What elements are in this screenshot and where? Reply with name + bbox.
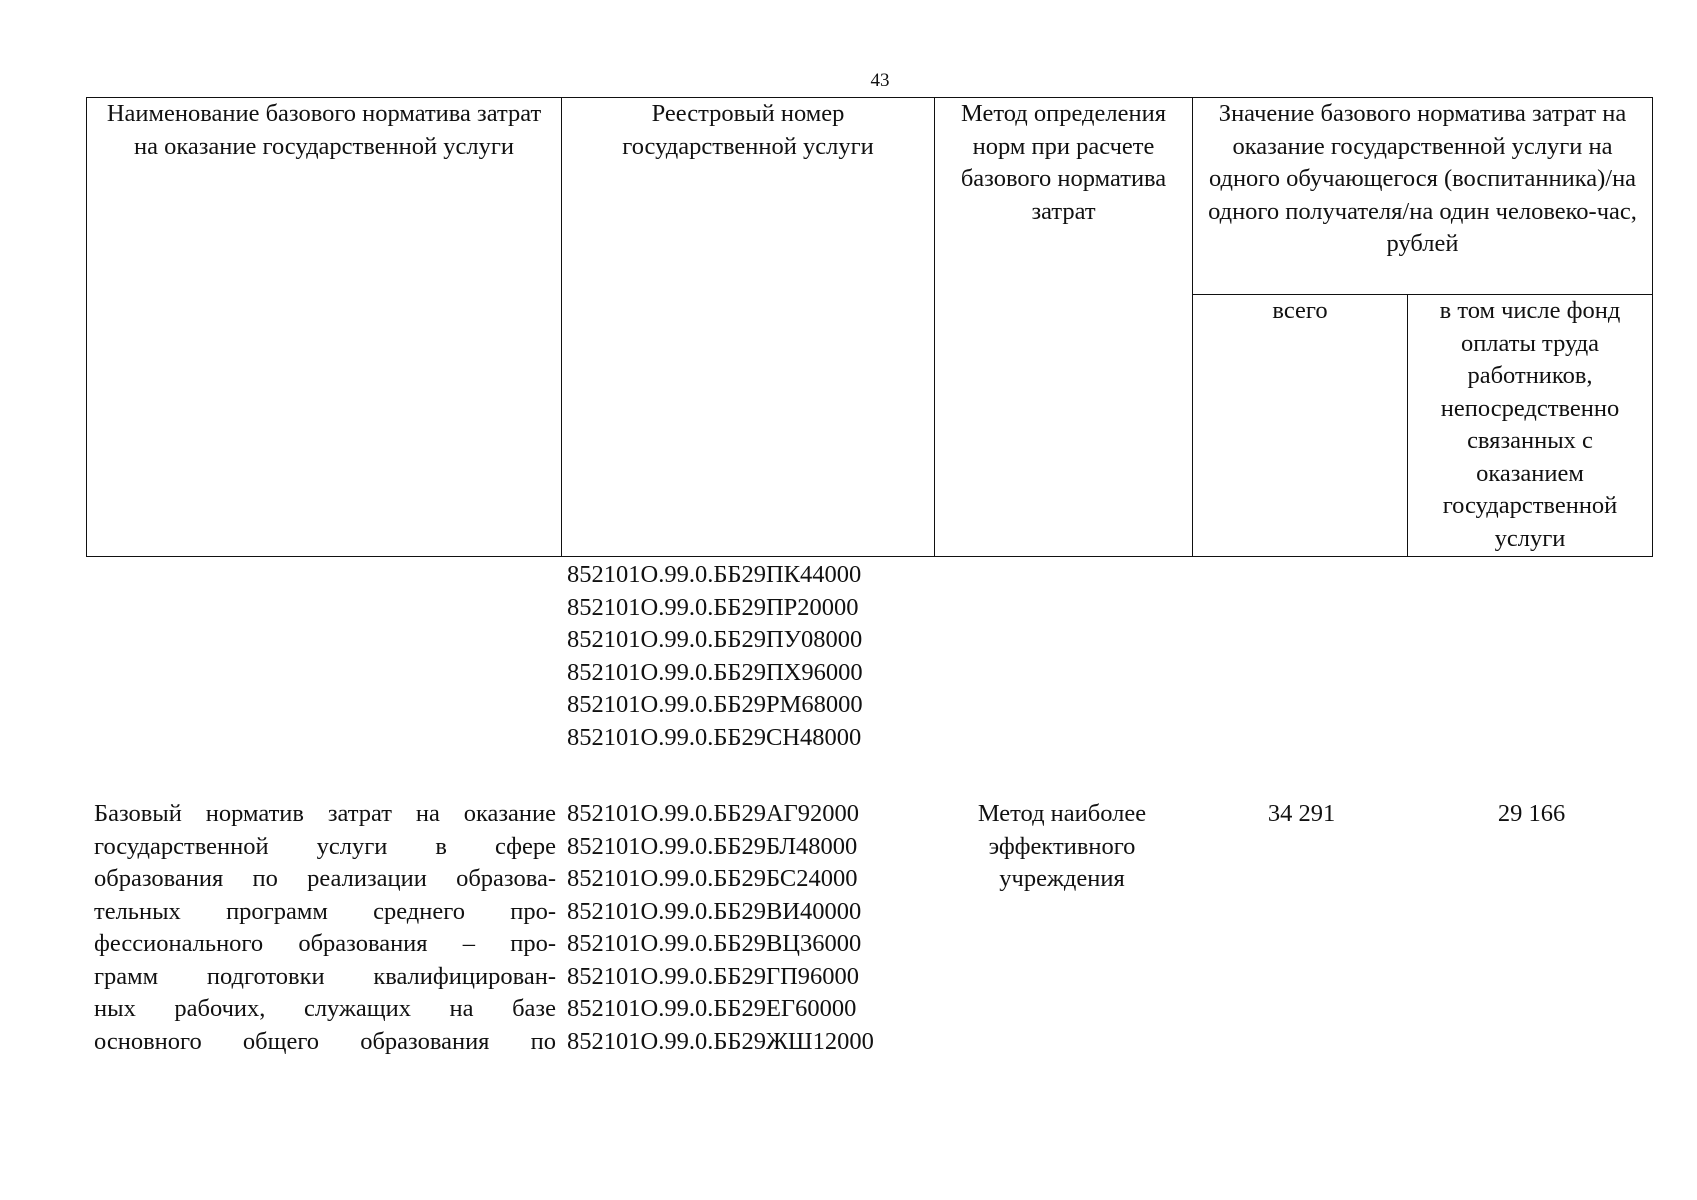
registry-code: 852101О.99.0.ББ29БС24000 — [567, 865, 858, 892]
registry-code: 852101О.99.0.ББ29ПР20000 — [567, 593, 859, 621]
service-name-line: тельных программ среднего про- — [94, 897, 556, 925]
registry-code: 852101О.99.0.ББ29РМ68000 — [567, 691, 863, 718]
row-codes-list — [567, 798, 874, 1058]
method-line: эффективного — [988, 832, 1136, 860]
service-name-line: ных рабочих, служащих на базе — [94, 995, 556, 1022]
service-name-line: государственной услуги в сфере — [94, 832, 556, 860]
service-name-cell — [94, 798, 556, 1058]
registry-code: 852101О.99.0.ББ29АГ92000 — [567, 800, 860, 827]
registry-code: 852101О.99.0.ББ29ВИ40000 — [567, 897, 862, 925]
registry-code: 852101О.99.0.ББ29ПУ08000 — [567, 626, 863, 653]
header-value-column: Значение базового норматива затрат на оказание государственной услуги на одного обучающегося (воспитанника)/на одного получателя/на один человеко-час, рублей — [1193, 98, 1653, 295]
service-name-line: грамм подготовки квалифицирован- — [94, 962, 556, 990]
header-registry-column: Реестровый номер государственной услуги — [562, 98, 935, 557]
registry-code: 852101О.99.0.ББ29ГП96000 — [567, 962, 860, 990]
registry-code: 852101О.99.0.ББ29ПК44000 — [567, 561, 862, 588]
method-cell — [936, 798, 1188, 896]
registry-code: 852101О.99.0.ББ29ВЦ36000 — [567, 930, 862, 957]
page-number: 43 — [870, 70, 890, 91]
header-name-column: Наименование базового норматива затрат на оказание государственной услуги — [87, 98, 562, 557]
header-method-column: Метод определения норм при расчете базового норматива затрат — [935, 98, 1193, 557]
registry-code: 852101О.99.0.ББ29ПХ96000 — [567, 658, 863, 686]
service-name-line: основного общего образования по — [94, 1027, 556, 1055]
registry-code: 852101О.99.0.ББ29БЛ48000 — [567, 832, 858, 860]
header-total-column: всего — [1193, 295, 1408, 557]
fot-value-cell: 29 166 — [1497, 800, 1566, 827]
service-name-line: образования по реализации образова- — [94, 865, 556, 892]
service-name-line: Базовый норматив затрат на оказание — [94, 800, 556, 827]
table-header — [86, 97, 1653, 557]
method-line: Метод наиболее — [977, 800, 1147, 827]
registry-code: 852101О.99.0.ББ29ЕГ60000 — [567, 995, 857, 1022]
header-fot-column: в том числе фонд оплаты труда работников, непосредственно связанных с оказанием государственной услуги — [1408, 295, 1653, 557]
method-line: учреждения — [999, 865, 1125, 892]
total-value-cell: 34 291 — [1267, 800, 1336, 827]
registry-code: 852101О.99.0.ББ29СН48000 — [567, 723, 862, 751]
service-name-line: фессионального образования – про- — [94, 930, 556, 957]
registry-code: 852101О.99.0.ББ29ЖШ12000 — [567, 1027, 874, 1055]
continuation-codes-list — [567, 559, 863, 754]
